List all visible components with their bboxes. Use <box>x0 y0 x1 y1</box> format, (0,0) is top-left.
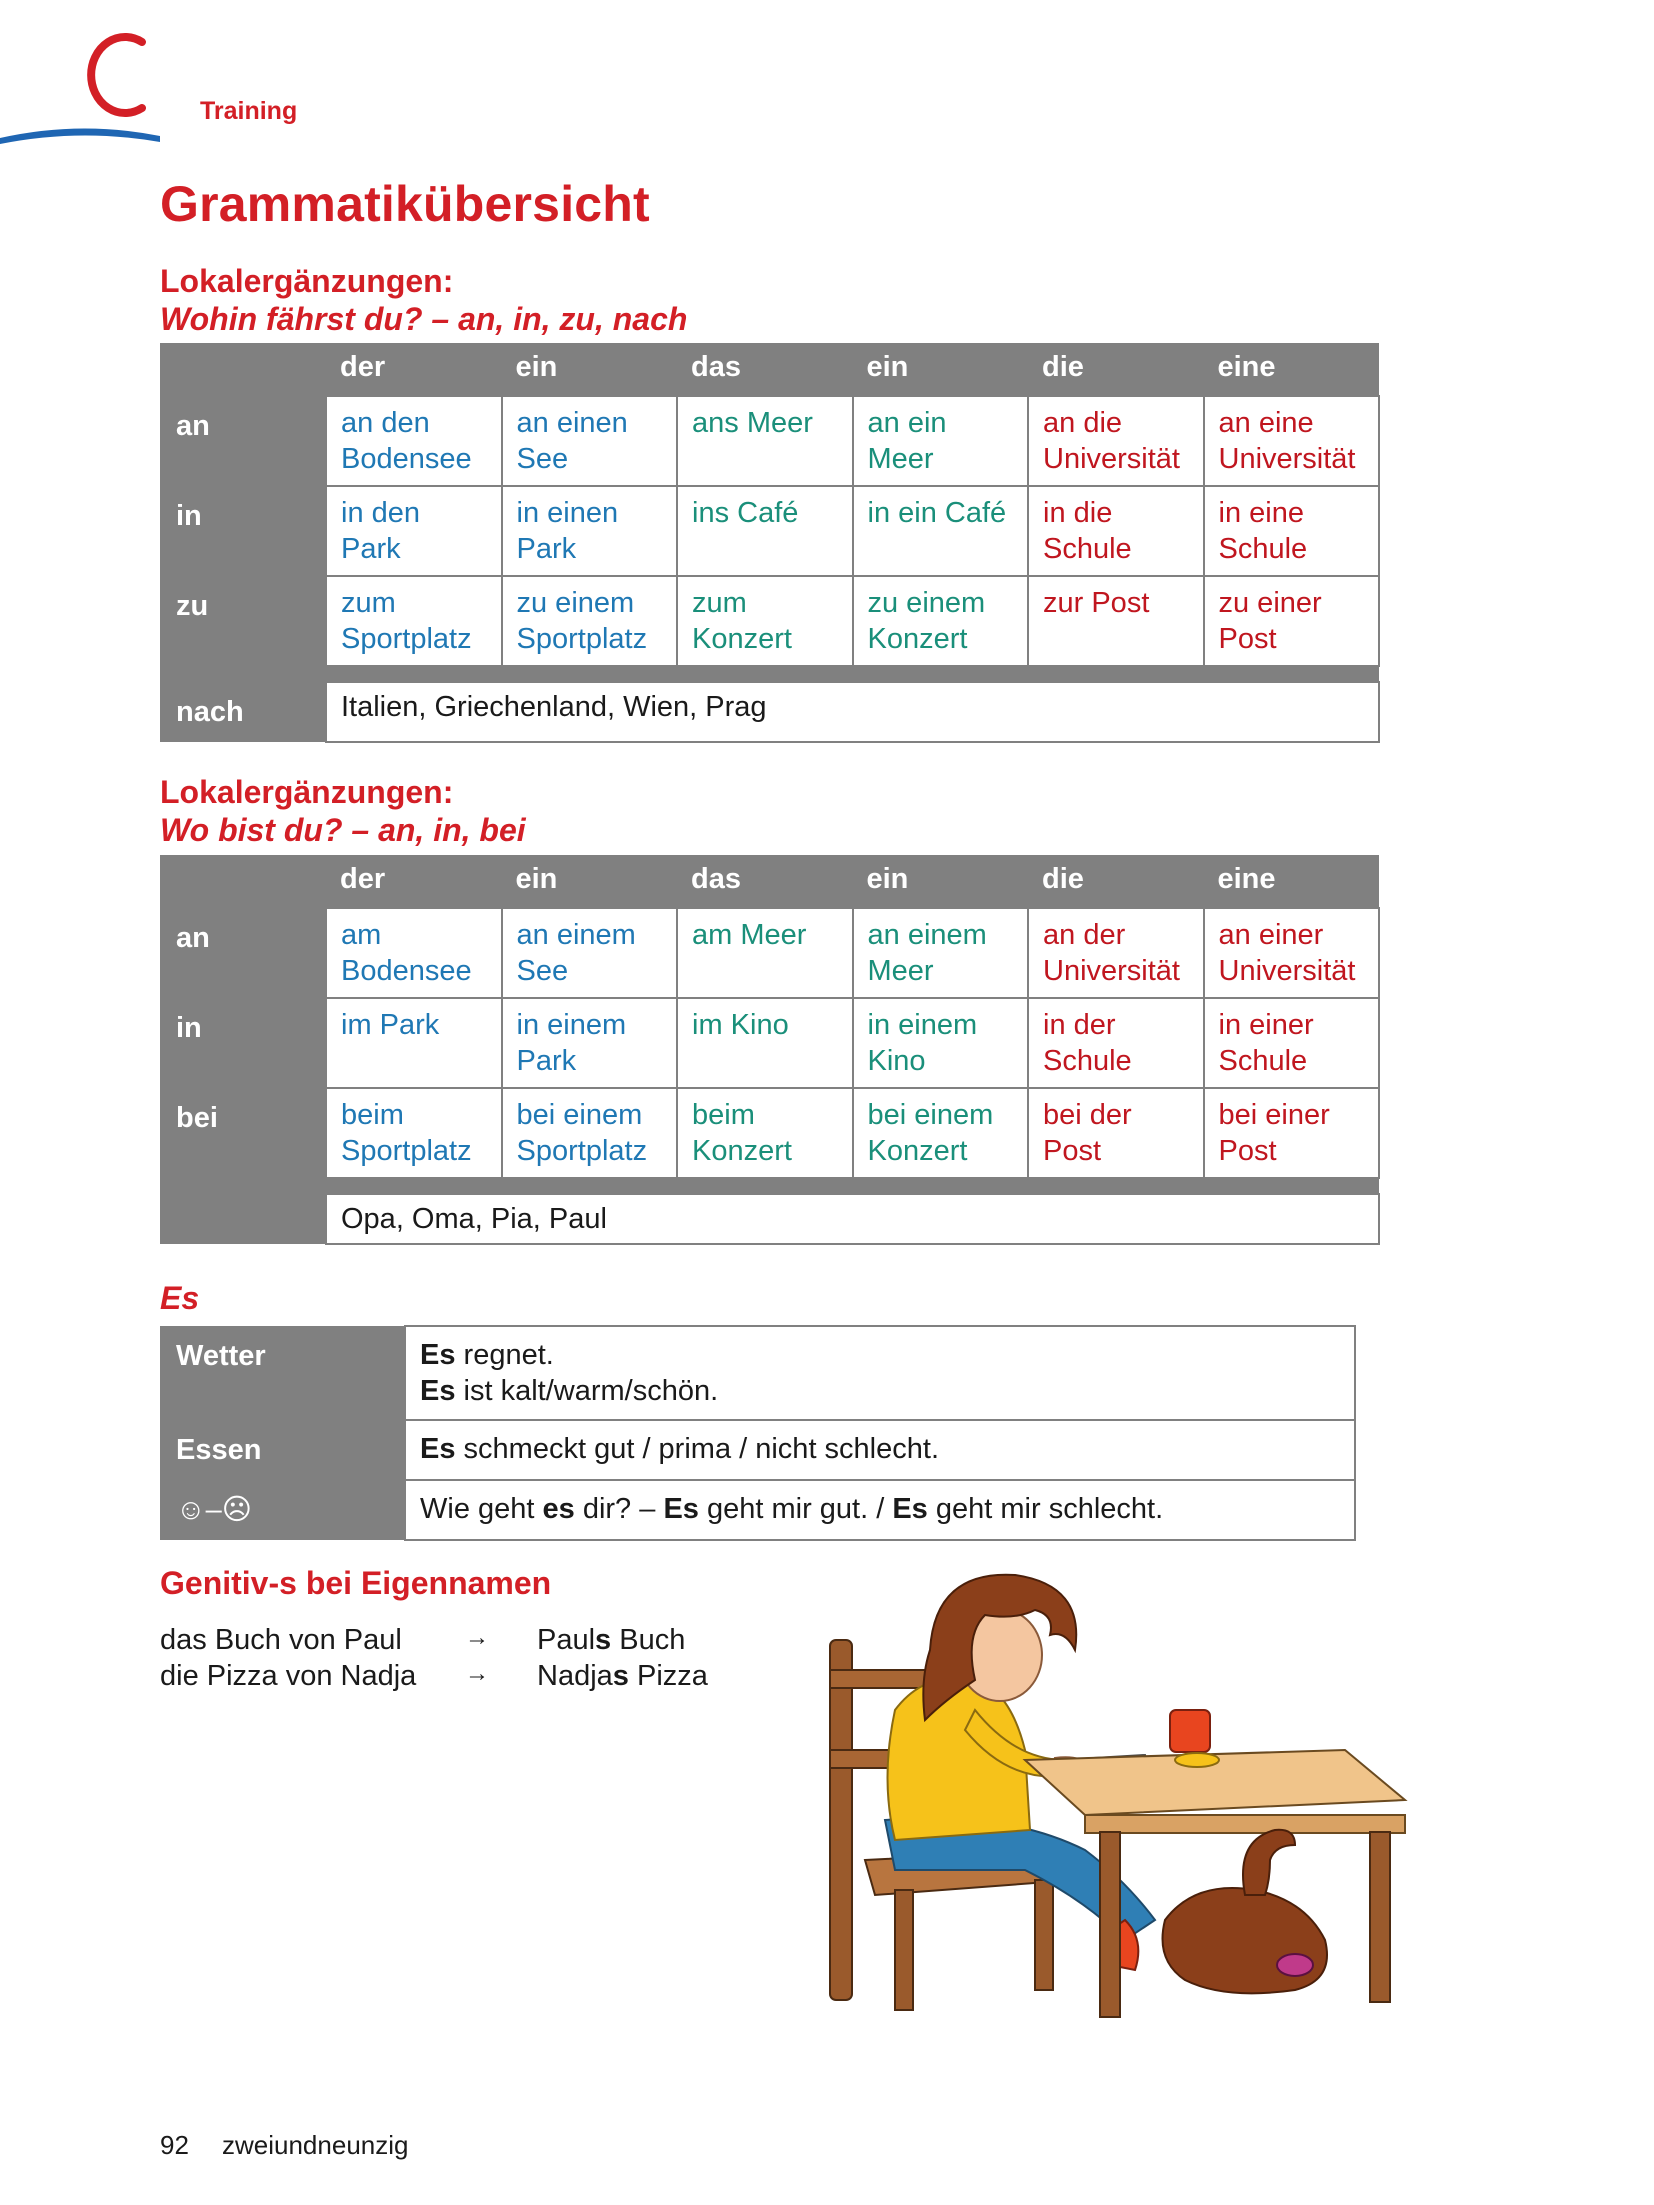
es-bold: Es <box>663 1493 699 1525</box>
table1-heading <box>160 262 687 338</box>
table-cell: an einer Universität <box>1204 908 1380 998</box>
table-cell: im Park <box>326 998 502 1088</box>
header-blue-bar <box>0 122 160 144</box>
genitiv-name: Paul <box>537 1624 596 1656</box>
table-cell: an ein Meer <box>853 396 1029 486</box>
arrow-icon: → <box>465 1660 489 1687</box>
es-value <box>405 1326 1355 1420</box>
es-row-essen <box>160 1420 1355 1480</box>
page-number: 92 <box>160 2130 189 2160</box>
table-wo <box>160 855 1380 1245</box>
row-label-smiley: ☺–☹ <box>160 1480 405 1540</box>
genitiv-to <box>537 1658 708 1694</box>
row-label: zu <box>160 576 326 666</box>
column-header: das <box>677 343 853 396</box>
table-cell: in einem Park <box>502 998 678 1088</box>
table-cell: ans Meer <box>677 396 853 486</box>
genitiv-s: s <box>595 1624 612 1656</box>
genitiv-heading: Genitiv-s bei Eigennamen <box>160 1565 552 1601</box>
table-spacer <box>160 1178 1379 1194</box>
es-text: schmeckt gut / prima / nicht schlecht. <box>455 1433 939 1465</box>
row-label: bei <box>160 1088 326 1178</box>
genitiv-name: Nadja <box>537 1660 613 1692</box>
es-bold: Es <box>420 1375 456 1407</box>
es-heading: Es <box>160 1280 200 1316</box>
genitiv-from: die Pizza von Nadja <box>160 1660 417 1692</box>
table-cell: zu einem Konzert <box>853 576 1029 666</box>
es-text: Wie geht <box>420 1493 543 1525</box>
table-spacer <box>160 666 1379 682</box>
es-value <box>405 1480 1355 1540</box>
genitiv-noun: Pizza <box>628 1660 708 1692</box>
column-header: ein <box>853 855 1029 908</box>
table-cell: an die Universität <box>1028 396 1204 486</box>
es-row-wetter <box>160 1326 1355 1420</box>
table-cell: in der Schule <box>1028 998 1204 1088</box>
table-corner <box>160 855 326 908</box>
table-row <box>160 908 1379 998</box>
row-label: an <box>160 396 326 486</box>
genitiv-from: das Buch von Paul <box>160 1624 402 1656</box>
table-wide-cell: Italien, Griechenland, Wien, Prag <box>326 682 1379 742</box>
page-title: Grammatikübersicht <box>160 176 650 232</box>
row-label: in <box>160 998 326 1088</box>
row-label <box>160 1194 326 1244</box>
table-cell: an der Universität <box>1028 908 1204 998</box>
es-text: dir? – <box>574 1493 664 1525</box>
column-header: eine <box>1204 855 1380 908</box>
table-row <box>160 396 1379 486</box>
table-cell: am Meer <box>677 908 853 998</box>
table2-subtitle: Wo bist du? – an, in, bei <box>160 812 526 848</box>
es-text: geht mir schlecht. <box>927 1493 1164 1525</box>
table-cell: zu einem Sportplatz <box>502 576 678 666</box>
row-label: an <box>160 908 326 998</box>
column-header: ein <box>502 343 678 396</box>
table-cell: in den Park <box>326 486 502 576</box>
table-cell: in eine Schule <box>1204 486 1380 576</box>
table1-title: Lokalergänzungen: <box>160 263 454 299</box>
table-cell: an einen See <box>502 396 678 486</box>
table-cell: in die Schule <box>1028 486 1204 576</box>
genitiv-noun: Buch <box>611 1624 686 1656</box>
es-text: ist kalt/warm/schön. <box>455 1375 719 1407</box>
table-cell: zu einer Post <box>1204 576 1380 666</box>
table-row <box>160 576 1379 666</box>
es-bold: Es <box>420 1433 456 1465</box>
table-cell: an einem Meer <box>853 908 1029 998</box>
table-cell: an eine Universität <box>1204 396 1380 486</box>
table-row-nach <box>160 682 1379 742</box>
table-cell: zum Konzert <box>677 576 853 666</box>
column-header: ein <box>853 343 1029 396</box>
row-label: in <box>160 486 326 576</box>
table-cell: zur Post <box>1028 576 1204 666</box>
row-label: Wetter <box>160 1326 405 1420</box>
es-bold: es <box>542 1493 575 1525</box>
es-text: regnet. <box>455 1339 554 1371</box>
table-wohin <box>160 343 1380 743</box>
genitiv-to <box>537 1622 685 1658</box>
table-row <box>160 486 1379 576</box>
row-label: Essen <box>160 1420 405 1480</box>
es-row-mood <box>160 1480 1355 1540</box>
table-cell: beim Sportplatz <box>326 1088 502 1178</box>
table-row <box>160 1088 1379 1178</box>
table-cell: bei einem Sportplatz <box>502 1088 678 1178</box>
table-row <box>160 998 1379 1088</box>
table-cell: an den Bodensee <box>326 396 502 486</box>
table-header-row <box>160 855 1379 908</box>
arrow-icon: → <box>465 1624 489 1651</box>
table-cell: beim Konzert <box>677 1088 853 1178</box>
genitiv-s: s <box>612 1660 629 1692</box>
table-cell: bei einem Konzert <box>853 1088 1029 1178</box>
es-text: geht mir gut. / <box>698 1493 893 1525</box>
table-corner <box>160 343 326 396</box>
table-cell: ins Café <box>677 486 853 576</box>
es-value <box>405 1420 1355 1480</box>
table-wide-cell: Opa, Oma, Pia, Paul <box>326 1194 1379 1244</box>
table-cell: am Bodensee <box>326 908 502 998</box>
column-header: der <box>326 343 502 396</box>
column-header: der <box>326 855 502 908</box>
chapter-c-logo <box>80 30 160 120</box>
table-cell: in ein Café <box>853 486 1029 576</box>
table-cell: in einer Schule <box>1204 998 1380 1088</box>
column-header: die <box>1028 343 1204 396</box>
table2-heading <box>160 773 526 849</box>
table-cell: bei einer Post <box>1204 1088 1380 1178</box>
column-header: die <box>1028 855 1204 908</box>
section-label: Training <box>200 97 298 125</box>
table-cell: in einem Kino <box>853 998 1029 1088</box>
table-cell: im Kino <box>677 998 853 1088</box>
es-line <box>420 1373 1340 1409</box>
table-row-bei-people <box>160 1194 1379 1244</box>
table-header-row <box>160 343 1379 396</box>
page-number-word: zweiundneunzig <box>222 2130 409 2160</box>
table1-subtitle: Wohin fährst du? – an, in, zu, nach <box>160 301 688 337</box>
es-line <box>420 1337 1340 1373</box>
column-header: eine <box>1204 343 1380 396</box>
es-bold: Es <box>892 1493 928 1525</box>
girl-reading-illustration <box>825 1560 1420 2020</box>
table-cell: zum Sportplatz <box>326 576 502 666</box>
table-cell: in einen Park <box>502 486 678 576</box>
table-cell: an einem See <box>502 908 678 998</box>
es-table <box>160 1325 1356 1541</box>
column-header: ein <box>502 855 678 908</box>
column-header: das <box>677 855 853 908</box>
es-bold: Es <box>420 1339 456 1371</box>
table2-title: Lokalergänzungen: <box>160 774 454 810</box>
row-label: nach <box>160 682 326 742</box>
table-cell: bei der Post <box>1028 1088 1204 1178</box>
